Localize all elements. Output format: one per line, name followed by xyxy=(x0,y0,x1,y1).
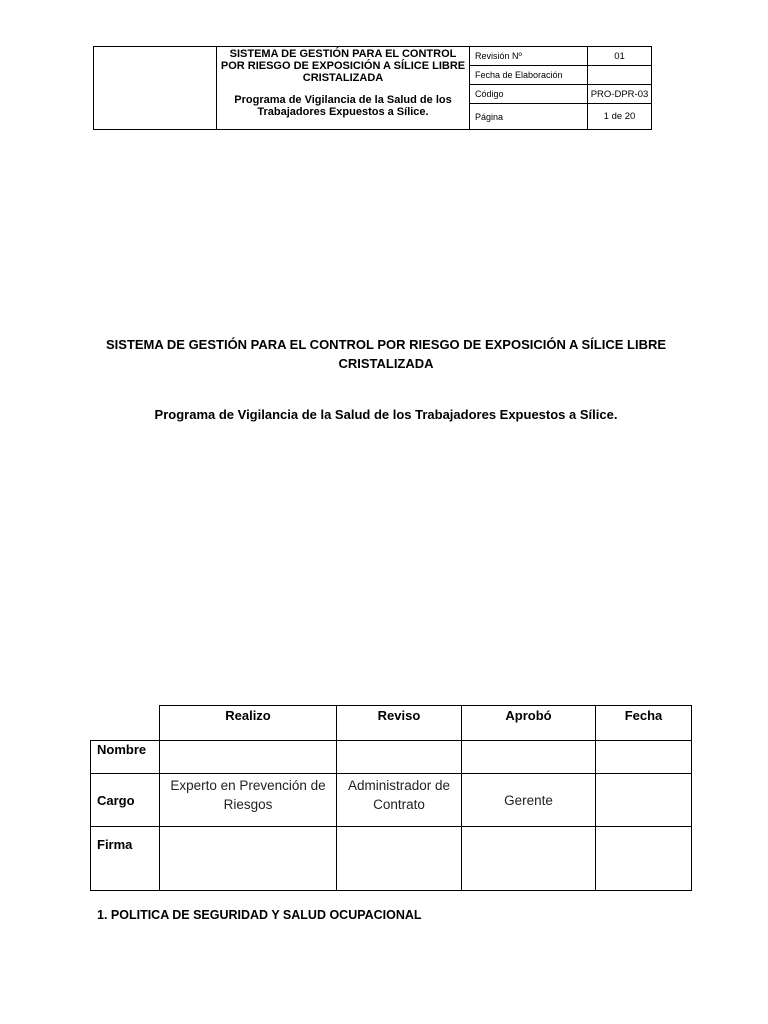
header-title-program: Programa de Vigilancia de la Salud de los Trabajadores Expuestos a Sílice. xyxy=(234,94,452,118)
column-realizo: Realizo xyxy=(160,706,337,741)
cargo-fecha xyxy=(596,774,692,827)
header-title xyxy=(217,47,470,130)
approval-corner xyxy=(91,706,160,741)
page-value: 1 de 20 xyxy=(588,104,652,130)
firma-fecha xyxy=(596,827,692,891)
row-cargo-label: Cargo xyxy=(91,774,160,827)
header-title-system: SISTEMA DE GESTIÓN PARA EL CONTROL POR RIESGO DE EXPOSICIÓN A SÍLICE LIBRE CRISTALIZADA xyxy=(220,48,466,84)
row-nombre-label: Nombre xyxy=(91,741,160,774)
cargo-realizo: Experto en Prevención de Riesgos xyxy=(160,774,337,827)
column-aprobo: Aprobó xyxy=(462,706,596,741)
nombre-aprobo xyxy=(462,741,596,774)
column-reviso: Reviso xyxy=(337,706,462,741)
elaboration-date-label: Fecha de Elaboración xyxy=(470,66,588,85)
document-sub-title: Programa de Vigilancia de la Salud de los Trabajadores Expuestos a Sílice. xyxy=(154,407,618,422)
nombre-reviso xyxy=(337,741,462,774)
revision-label: Revisión Nº xyxy=(470,47,588,66)
firma-aprobo xyxy=(462,827,596,891)
firma-realizo xyxy=(160,827,337,891)
logo-placeholder xyxy=(94,47,217,130)
page-label: Página xyxy=(470,104,588,130)
nombre-realizo xyxy=(160,741,337,774)
elaboration-date-value xyxy=(588,66,652,85)
document-main-title: SISTEMA DE GESTIÓN PARA EL CONTROL POR RIESGO DE EXPOSICIÓN A SÍLICE LIBRE CRISTALIZADA xyxy=(105,337,667,371)
cargo-reviso: Administrador de Contrato xyxy=(337,774,462,827)
revision-value: 01 xyxy=(588,47,652,66)
document-header-table xyxy=(93,46,652,130)
row-firma-label: Firma xyxy=(91,827,160,891)
nombre-fecha xyxy=(596,741,692,774)
code-label: Código xyxy=(470,85,588,104)
section-heading: 1. POLITICA DE SEGURIDAD Y SALUD OCUPACIONAL xyxy=(97,908,422,922)
column-fecha: Fecha xyxy=(596,706,692,741)
cargo-aprobo: Gerente xyxy=(462,774,596,827)
code-value: PRO-DPR-03 xyxy=(588,85,652,104)
approval-table xyxy=(90,705,692,891)
firma-reviso xyxy=(337,827,462,891)
